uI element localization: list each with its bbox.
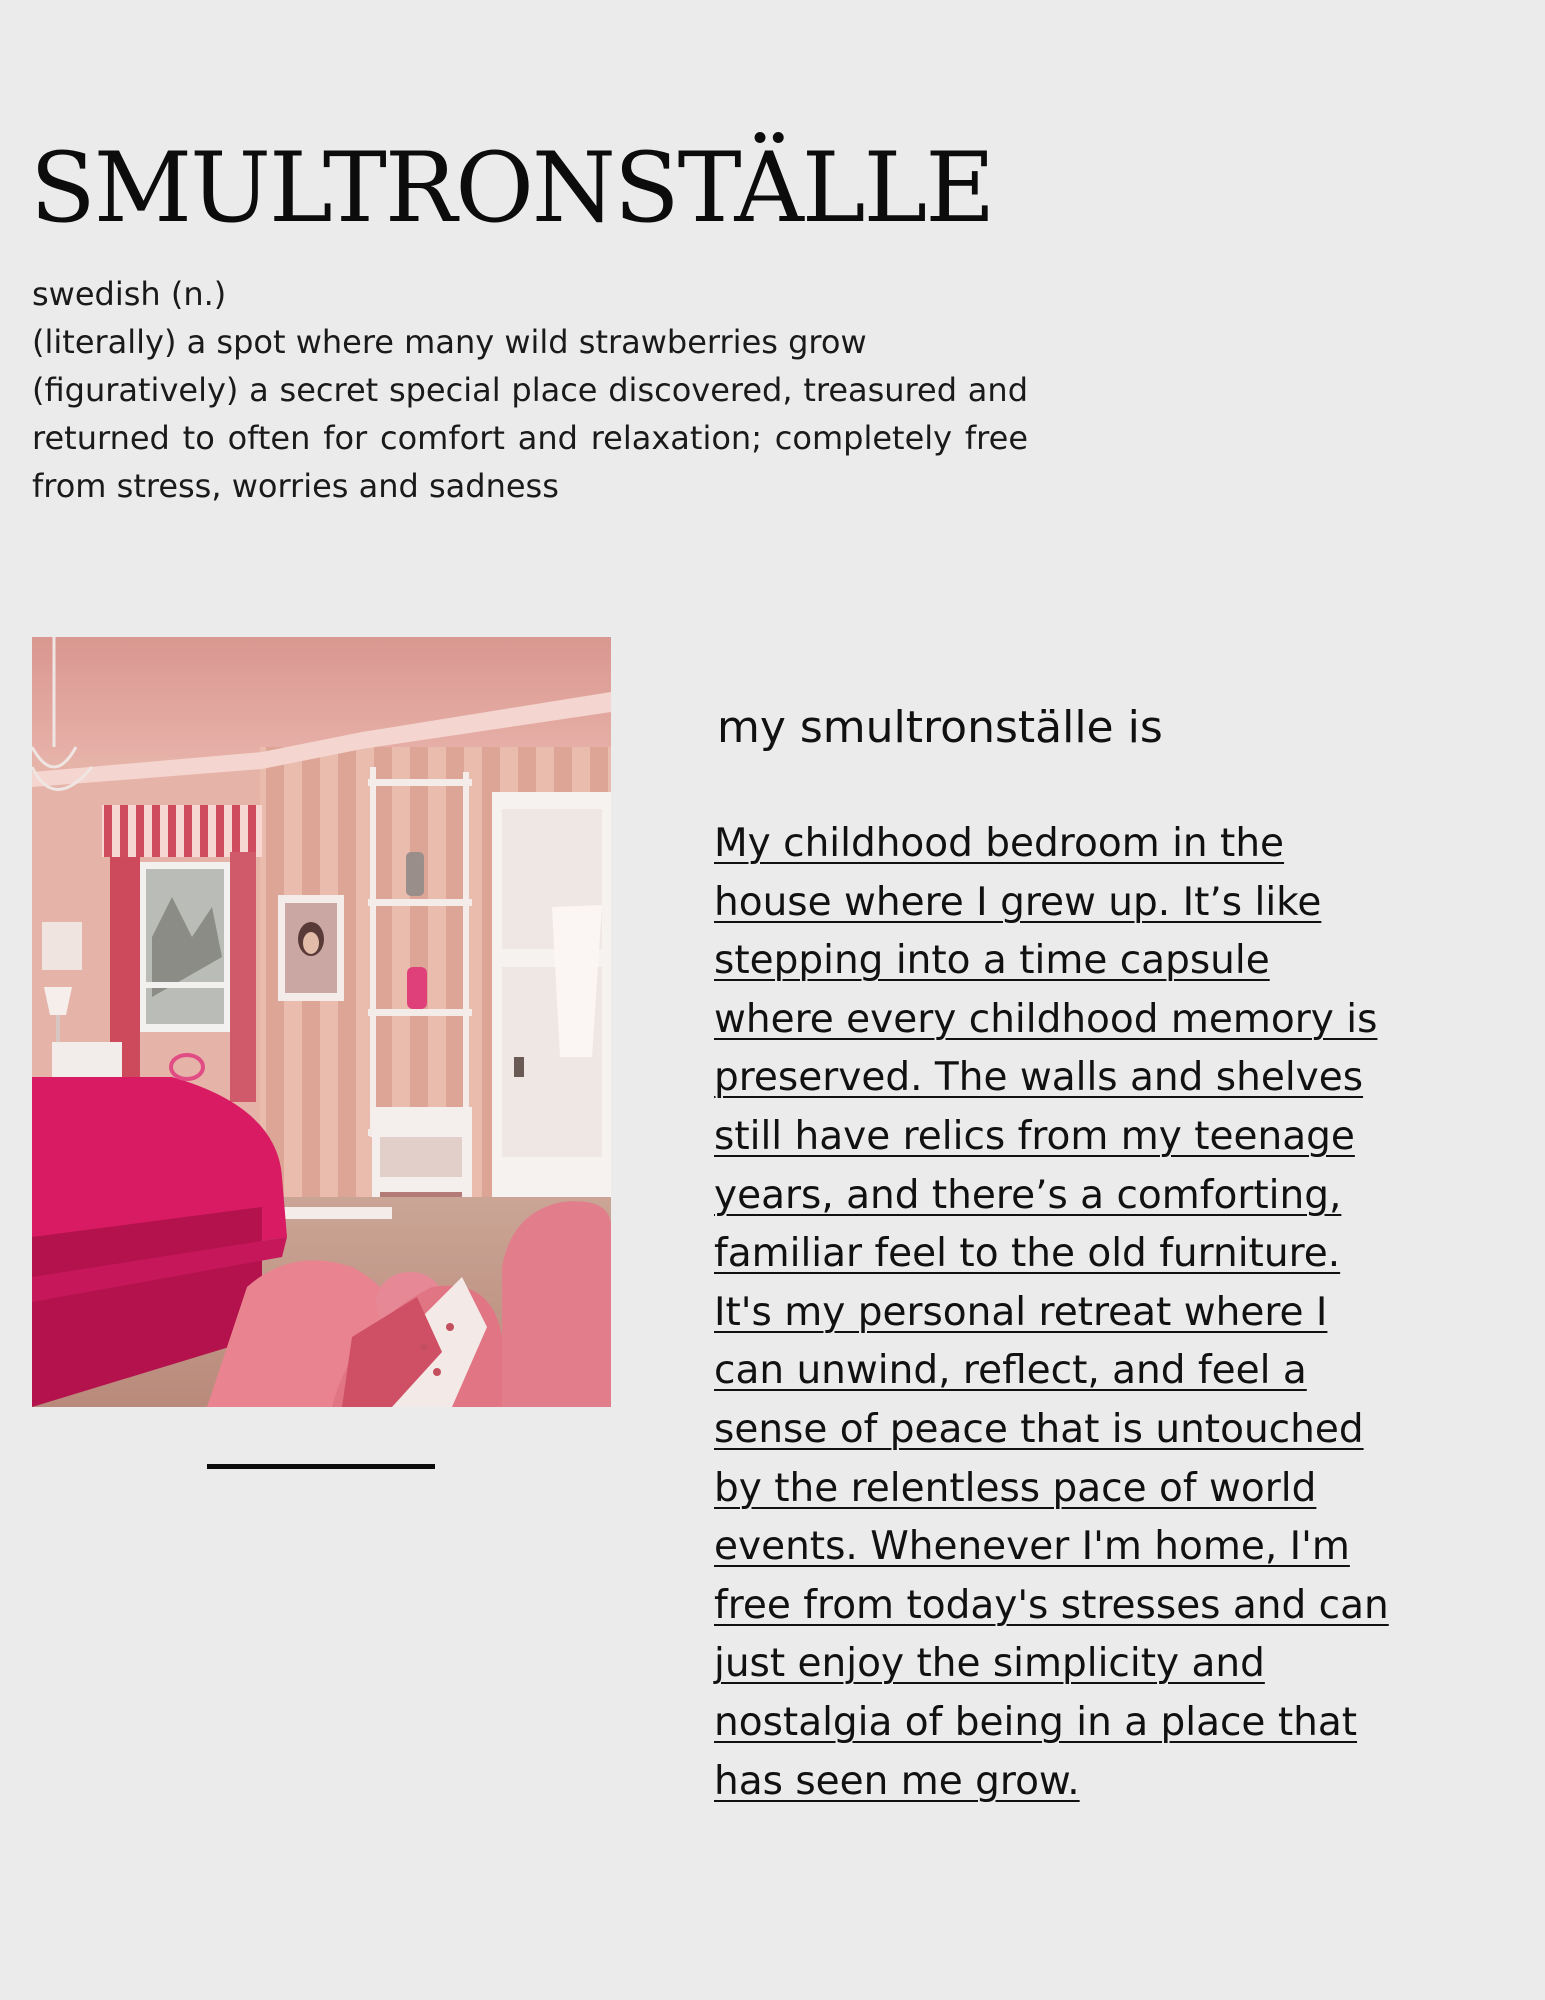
- story-line: It's my personal retreat where I: [714, 1289, 1328, 1335]
- story-line: free from today's stresses and can: [714, 1582, 1389, 1628]
- story-line: stepping into a time capsule: [714, 938, 1270, 984]
- story-line: just enjoy the simplicity and: [714, 1641, 1265, 1687]
- definition-part-of-speech: swedish (n.): [32, 275, 227, 313]
- divider-line: [207, 1464, 435, 1469]
- definition-figurative: (figuratively) a secret special place discovered, treasured and returned to often for comfort and relaxation; completely free from stress, worries and sadness: [32, 371, 1028, 505]
- definition-literal: (literally) a spot where many wild strawberries grow: [32, 323, 867, 361]
- story-line: where every childhood memory is: [714, 996, 1378, 1042]
- story-line: years, and there’s a comforting,: [714, 1172, 1342, 1218]
- story-line: nostalgia of being in a place that: [714, 1699, 1358, 1745]
- story-line: house where I grew up. It’s like: [714, 879, 1322, 925]
- story-line: can unwind, reflect, and feel a: [714, 1348, 1307, 1394]
- section-subheading: my smultronställe is: [717, 702, 1163, 753]
- story-line: has seen me grow.: [714, 1758, 1080, 1804]
- page-title: SMULTRONSTÄLLE: [30, 132, 994, 244]
- story-line: My childhood bedroom in the: [714, 821, 1285, 866]
- story-line: familiar feel to the old furniture.: [714, 1231, 1341, 1277]
- story-paragraph: [714, 815, 1474, 1811]
- definition-block: [32, 270, 1028, 510]
- story-line: events. Whenever I'm home, I'm: [714, 1524, 1350, 1570]
- story-line: by the relentless pace of world: [714, 1465, 1317, 1511]
- story-line: sense of peace that is untouched: [714, 1406, 1364, 1452]
- story-line: still have relics from my teenage: [714, 1113, 1355, 1159]
- story-line: preserved. The walls and shelves: [714, 1055, 1364, 1101]
- bedroom-photo: [32, 637, 611, 1407]
